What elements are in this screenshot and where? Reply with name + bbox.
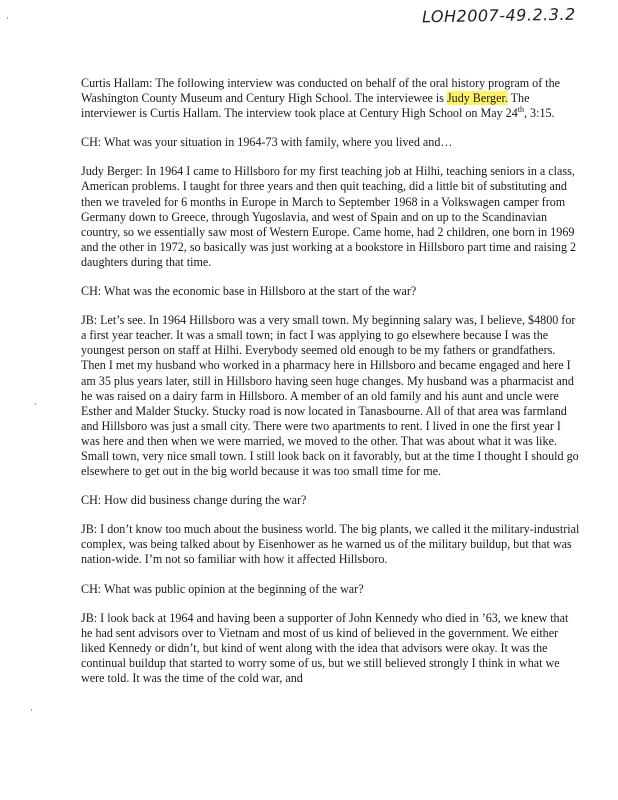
- answer-paragraph: JB: Let’s see. In 1964 Hillsboro was a very small town. My beginning salary was, I believe, $4800 for a first year teacher. It was a small town; in fact I was applying to go elsewhere because I was the youngest person on staff at Hilhi. Everybody seemed old enough to be my fathers or grandfathers. Then I met my husband who worked in a pharmacy here in Hillsboro and became engaged and here I am 35 plus years later, still in Hillsboro having seen huge changes. My husband was a pharmacist and he was raised on a dairy farm in Hillsboro. A member of an old family and his aunt and uncle were Esther and Malder Stucky. Stucky road is now located in Tanasbourne. All of that area was farmland and Hillsboro was just a small city. There were two apartments to rent. I lived in one the first year I was here and then when we were married, we moved to the other. That was about what it was like. Small town, very nice small town. I still look back on it favorably, but at the time I thought I should go elsewhere to get out in the big world because it was too small time for me.: [81, 313, 579, 479]
- answer-paragraph: JB: I don’t know too much about the business world. The big plants, we called it the military-industrial complex, was being talked about by Eisenhower as he warned us of the military buildup, but that was nation-wide. I’m not so familiar with how it affected Hillsboro.: [81, 522, 580, 567]
- question-paragraph: CH: What was public opinion at the beginning of the war?: [81, 581, 364, 596]
- answer-paragraph: Judy Berger: In 1964 I came to Hillsboro for my first teaching job at Hilhi, teaching seniors in a class, American problems. I taught for three years and then quit teaching, did a little bit of substituting and then we traveled for 6 months in Europe in March to September 1968 in a Volkswagen camper from Germany down to Greece, through Yugoslavia, and west of Spain and on up to the Scandinavian country, so we essentially saw most of Western Europe. Came home, had 2 children, one born in 1969 and the other in 1972, so basically was just working at a bookstore in Hillsboro part time and raising 2 daughters during that time.: [81, 164, 577, 269]
- intro-text: Curtis Hallam: The following interview was conducted on behalf of the oral history program of the Washington County Museum and Century High School. The interviewee is: [81, 76, 561, 106]
- intro-text: , 3:15.: [523, 106, 555, 121]
- intro-text: The interviewer is Curtis Hallam. The interview took place at Century High School on May 24: [81, 91, 530, 121]
- transcript-page: [81, 76, 581, 700]
- question-paragraph: CH: How did business change during the war?: [81, 493, 307, 508]
- scan-mark: ·: [6, 14, 9, 24]
- intro-paragraph: [81, 76, 581, 121]
- question-paragraph: CH: What was your situation in 1964-73 with family, where you lived and…: [81, 135, 453, 150]
- scan-mark: ·: [34, 400, 37, 410]
- scan-mark: ·: [30, 706, 33, 716]
- answer-paragraph: JB: I look back at 1964 and having been a supporter of John Kennedy who died in ’63, we knew that he had sent advisors over to Vietnam and most of us kind of believed in the government. We either liked Kennedy or didn’t, but kind of went along with the idea that advisors were okay. It was the continual buildup that started to worry some of us, but we still believed strongly I think in what we were told. It was the time of the cold war, and: [81, 610, 569, 685]
- date-ordinal-suffix: th: [517, 105, 524, 115]
- question-paragraph: CH: What was the economic base in Hillsboro at the start of the war?: [81, 284, 417, 299]
- accession-number: LOH2007-49.2.3.2: [421, 4, 576, 27]
- highlighted-interviewee-name: Judy Berger.: [446, 91, 508, 106]
